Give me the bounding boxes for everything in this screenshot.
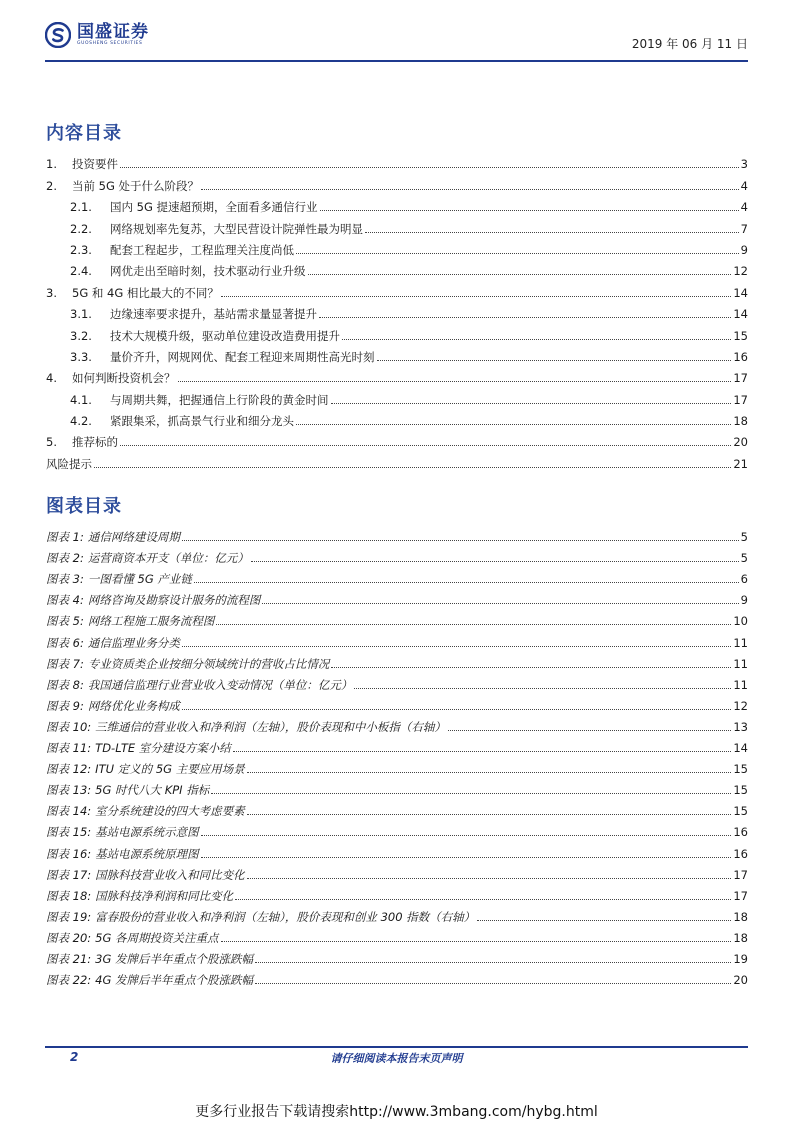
figure-entry-title: 网络咨询及勘察设计服务的流程图 (87, 593, 261, 608)
figure-entry-title: 通信监理业务分类 (87, 635, 180, 650)
figure-entry-page: 6 (740, 572, 748, 587)
figure-entry-title: 一图看懂 5G 产业链 (87, 572, 192, 587)
figure-entry-page: 20 (733, 973, 748, 988)
toc-entry-number: 2. (46, 178, 57, 193)
figure-entry-title: 三维通信的营业收入和净利润（左轴），股价表现和中小板指（右轴） (95, 719, 446, 734)
figure-entry[interactable] (46, 523, 748, 544)
toc-entry[interactable] (46, 449, 748, 470)
figure-entry-label: 图表 16: (46, 846, 92, 861)
figure-entry-title: 运营商资本开支（单位：亿元） (87, 551, 249, 566)
figure-entry-title: ITU 定义的 5G 主要应用场景 (95, 762, 245, 777)
figure-entry-page: 18 (733, 909, 748, 924)
figure-entry-label: 图表 18: (46, 888, 92, 903)
dot-leader (331, 667, 731, 668)
figure-entry[interactable] (46, 692, 748, 713)
toc-entry-number: 2.2. (70, 221, 92, 236)
figure-entry-page: 5 (740, 551, 748, 566)
toc-entry-page: 7 (740, 221, 748, 236)
figure-entry[interactable] (46, 565, 748, 586)
dot-leader (342, 339, 731, 340)
download-banner[interactable]: 更多行业报告下载请搜索http://www.3mbang.com/hybg.html (195, 1104, 598, 1120)
dot-leader (365, 232, 739, 233)
toc-entry-label: 网优走出至暗时刻，技术驱动行业升级 (110, 264, 306, 279)
figure-entry-label: 图表 1: (46, 530, 84, 545)
dot-leader (233, 751, 732, 752)
figure-entry[interactable] (46, 671, 748, 692)
figure-entry-title: 3G 发牌后半年重点个股涨跌幅 (95, 951, 254, 966)
figure-entry[interactable] (46, 966, 748, 987)
figure-entry-label: 图表 6: (46, 635, 84, 650)
toc-entry[interactable] (46, 236, 748, 257)
figure-entry[interactable] (46, 882, 748, 903)
dot-leader (201, 835, 732, 836)
figure-entry-page: 5 (740, 530, 748, 545)
figure-entry-page: 14 (733, 741, 748, 756)
dot-leader (308, 274, 732, 275)
toc-entry-page: 18 (733, 414, 748, 429)
toc-entry[interactable] (46, 214, 748, 235)
toc-entry-page: 9 (740, 242, 748, 257)
figure-entry-title: 4G 发牌后半年重点个股涨跌幅 (95, 973, 254, 988)
footer-disclaimer: 请仔细阅读本报告末页声明 (330, 1052, 463, 1065)
guosheng-logo-icon (45, 22, 71, 48)
figure-entry-page: 11 (733, 656, 748, 671)
figure-entry-label: 图表 2: (46, 551, 84, 566)
toc-entry[interactable] (46, 300, 748, 321)
figure-entry-title: 通信网络建设周期 (87, 530, 180, 545)
dot-leader (211, 793, 731, 794)
figure-entry-page: 15 (733, 783, 748, 798)
toc-entry-page: 20 (733, 435, 748, 450)
toc-title: 内容目录 (46, 123, 122, 144)
figure-entry-label: 图表 5: (46, 614, 84, 629)
figure-entry-title: 专业资质类企业按细分领域统计的营收占比情况 (87, 656, 330, 671)
toc-entry-page: 17 (733, 392, 748, 407)
dot-leader (320, 210, 739, 211)
dot-leader (255, 983, 731, 984)
page-header (45, 22, 748, 58)
toc-entry-label: 5G 和 4G 相比最大的不同？ (72, 285, 219, 300)
figure-entry-label: 图表 10: (46, 719, 92, 734)
figure-entry-label: 图表 8: (46, 677, 84, 692)
header-divider (45, 60, 748, 62)
figure-entry[interactable] (46, 755, 748, 776)
dot-leader (331, 403, 732, 404)
toc-entry-number: 3. (46, 285, 57, 300)
dot-leader (251, 561, 739, 562)
toc-entry-number: 4.2. (70, 414, 92, 429)
toc-entry[interactable] (46, 407, 748, 428)
figure-entry-label: 图表 11: (46, 741, 92, 756)
figure-entry[interactable] (46, 797, 748, 818)
toc-entry-page: 12 (733, 264, 748, 279)
dot-leader (247, 878, 732, 879)
figure-entry-label: 图表 22: (46, 973, 92, 988)
dot-leader (235, 899, 731, 900)
figure-entry-title: 国脉科技营业收入和同比变化 (95, 867, 245, 882)
dot-leader (94, 467, 731, 468)
dot-leader (262, 603, 738, 604)
figure-entry-page: 16 (733, 846, 748, 861)
toc-entry[interactable] (46, 150, 748, 171)
toc-entry-label: 配套工程起步，工程监理关注度尚低 (110, 242, 294, 257)
dot-leader (247, 772, 732, 773)
footer-divider (45, 1046, 748, 1048)
toc-entry-number: 1. (46, 157, 57, 172)
dot-leader (221, 941, 732, 942)
figure-entry-label: 图表 9: (46, 698, 84, 713)
figure-entry-label: 图表 15: (46, 825, 92, 840)
toc-entry-page: 3 (740, 157, 748, 172)
toc-entry-label: 边缘速率要求提升，基站需求量显著提升 (110, 307, 317, 322)
toc-entry[interactable] (46, 278, 748, 299)
toc-entry-number: 4. (46, 371, 57, 386)
figure-entry-page: 16 (733, 825, 748, 840)
toc-entry[interactable] (46, 171, 748, 192)
figure-entry-label: 图表 19: (46, 909, 92, 924)
figure-entry-label: 图表 17: (46, 867, 92, 882)
figure-entry-page: 18 (733, 930, 748, 945)
dot-leader (120, 167, 739, 168)
figure-entry-page: 9 (740, 593, 748, 608)
dot-leader (182, 709, 732, 710)
page-number: 2 (70, 1050, 79, 1064)
dot-leader (178, 381, 732, 382)
figure-entry-page: 10 (733, 614, 748, 629)
figure-entry[interactable] (46, 818, 748, 839)
toc-entry-number: 2.1. (70, 200, 92, 215)
toc-entry-label: 国内 5G 提速超预期，全面看多通信行业 (110, 200, 318, 215)
toc-entry[interactable] (46, 428, 748, 449)
figure-entry-page: 11 (733, 635, 748, 650)
toc-entry-page: 15 (733, 328, 748, 343)
figure-entry-page: 19 (733, 951, 748, 966)
figure-entry-title: 室分系统建设的四大考虑要素 (95, 804, 245, 819)
dot-leader (296, 253, 739, 254)
toc-entry-label: 风险提示 (46, 456, 92, 471)
toc-entry-label: 量价齐升，网规网优、配套工程迎来周期性高光时刻 (110, 349, 375, 364)
figure-entry-title: 网络工程施工服务流程图 (87, 614, 215, 629)
dot-leader (255, 962, 731, 963)
toc-entry-page: 4 (740, 178, 748, 193)
toc-entry-label: 网络规划率先复苏，大型民营设计院弹性最为明显 (110, 221, 363, 236)
toc-entry-label: 与周期共舞，把握通信上行阶段的黄金时间 (110, 392, 329, 407)
report-date: 2019 年 06 月 11 日 (631, 37, 748, 51)
figure-entry[interactable] (46, 713, 748, 734)
dot-leader (216, 624, 731, 625)
dot-leader (296, 424, 731, 425)
figure-entry[interactable] (46, 945, 748, 966)
figure-entry[interactable] (46, 650, 748, 671)
figure-entry-label: 图表 20: (46, 930, 92, 945)
figure-entry-title: 我国通信监理行业营业收入变动情况（单位：亿元） (87, 677, 353, 692)
figure-entry-title: 基站电源系统示意图 (95, 825, 199, 840)
figure-entry-title: 5G 各周期投资关注重点 (95, 930, 219, 945)
figure-entry[interactable] (46, 839, 748, 860)
dot-leader (201, 189, 739, 190)
toc-entry[interactable] (46, 257, 748, 278)
brand-logo (45, 22, 149, 48)
toc-entry-label: 推荐标的 (72, 435, 118, 450)
figure-entry-label: 图表 12: (46, 762, 92, 777)
figure-entry-label: 图表 21: (46, 951, 92, 966)
dot-leader (221, 296, 731, 297)
figure-entry-page: 15 (733, 804, 748, 819)
dot-leader (182, 540, 739, 541)
figure-entry[interactable] (46, 586, 748, 607)
figure-entry-title: TD-LTE 室分建设方案小结 (95, 741, 231, 756)
dot-leader (194, 582, 739, 583)
toc-entry-label: 紧跟集采，抓高景气行业和细分龙头 (110, 414, 294, 429)
figure-list-title: 图表目录 (46, 496, 122, 517)
toc-entry-number: 3.1. (70, 307, 92, 322)
figure-entry-title: 5G 时代八大 KPI 指标 (95, 783, 210, 798)
figure-entry-title: 国脉科技净利润和同比变化 (95, 888, 234, 903)
toc-entry-page: 16 (733, 349, 748, 364)
figure-entry[interactable] (46, 607, 748, 628)
figure-entry-title: 网络优化业务构成 (87, 698, 180, 713)
dot-leader (354, 688, 731, 689)
toc-list (46, 150, 748, 471)
figure-entry[interactable] (46, 776, 748, 797)
toc-entry-page: 14 (733, 307, 748, 322)
dot-leader (319, 317, 731, 318)
toc-entry-label: 如何判断投资机会？ (72, 371, 176, 386)
toc-entry[interactable] (46, 364, 748, 385)
dot-leader (201, 857, 732, 858)
toc-entry-page: 14 (733, 285, 748, 300)
toc-entry-label: 投资要件 (72, 157, 118, 172)
dot-leader (120, 445, 731, 446)
figure-entry-title: 富春股份的营业收入和净利润（左轴），股价表现和创业 300 指数（右轴） (95, 909, 476, 924)
figure-entry-label: 图表 4: (46, 593, 84, 608)
figure-entry[interactable] (46, 903, 748, 924)
dot-leader (377, 360, 732, 361)
dot-leader (477, 920, 731, 921)
toc-entry-number: 5. (46, 435, 57, 450)
toc-entry[interactable] (46, 321, 748, 342)
toc-entry-number: 4.1. (70, 392, 92, 407)
figure-entry-page: 13 (733, 719, 748, 734)
figure-entry-page: 12 (733, 698, 748, 713)
figure-list (46, 523, 748, 987)
figure-entry[interactable] (46, 628, 748, 649)
figure-entry[interactable] (46, 924, 748, 945)
figure-entry-page: 17 (733, 888, 748, 903)
figure-entry-title: 基站电源系统原理图 (95, 846, 199, 861)
toc-entry-number: 2.3. (70, 242, 92, 257)
brand-name-cn: 国盛证券 (77, 22, 149, 42)
toc-entry-label: 当前 5G 处于什么阶段？ (72, 178, 200, 193)
figure-entry-page: 15 (733, 762, 748, 777)
figure-entry-label: 图表 3: (46, 572, 84, 587)
figure-entry[interactable] (46, 544, 748, 565)
toc-entry[interactable] (46, 343, 748, 364)
dot-leader (182, 646, 732, 647)
figure-entry[interactable] (46, 861, 748, 882)
toc-entry-page: 17 (733, 371, 748, 386)
toc-entry-number: 3.3. (70, 349, 92, 364)
brand-name-en: GUOSHENG SECURITIES (77, 41, 143, 46)
figure-entry-page: 17 (733, 867, 748, 882)
figure-entry-page: 11 (733, 677, 748, 692)
figure-entry-label: 图表 7: (46, 656, 84, 671)
toc-entry[interactable] (46, 193, 748, 214)
toc-entry-number: 3.2. (70, 328, 92, 343)
figure-entry-label: 图表 13: (46, 783, 92, 798)
figure-entry-label: 图表 14: (46, 804, 92, 819)
figure-entry[interactable] (46, 734, 748, 755)
dot-leader (247, 814, 732, 815)
toc-entry[interactable] (46, 385, 748, 406)
toc-entry-label: 技术大规模升级，驱动单位建设改造费用提升 (110, 328, 340, 343)
toc-entry-page: 21 (733, 456, 748, 471)
toc-entry-page: 4 (740, 200, 748, 215)
dot-leader (448, 730, 731, 731)
toc-entry-number: 2.4. (70, 264, 92, 279)
